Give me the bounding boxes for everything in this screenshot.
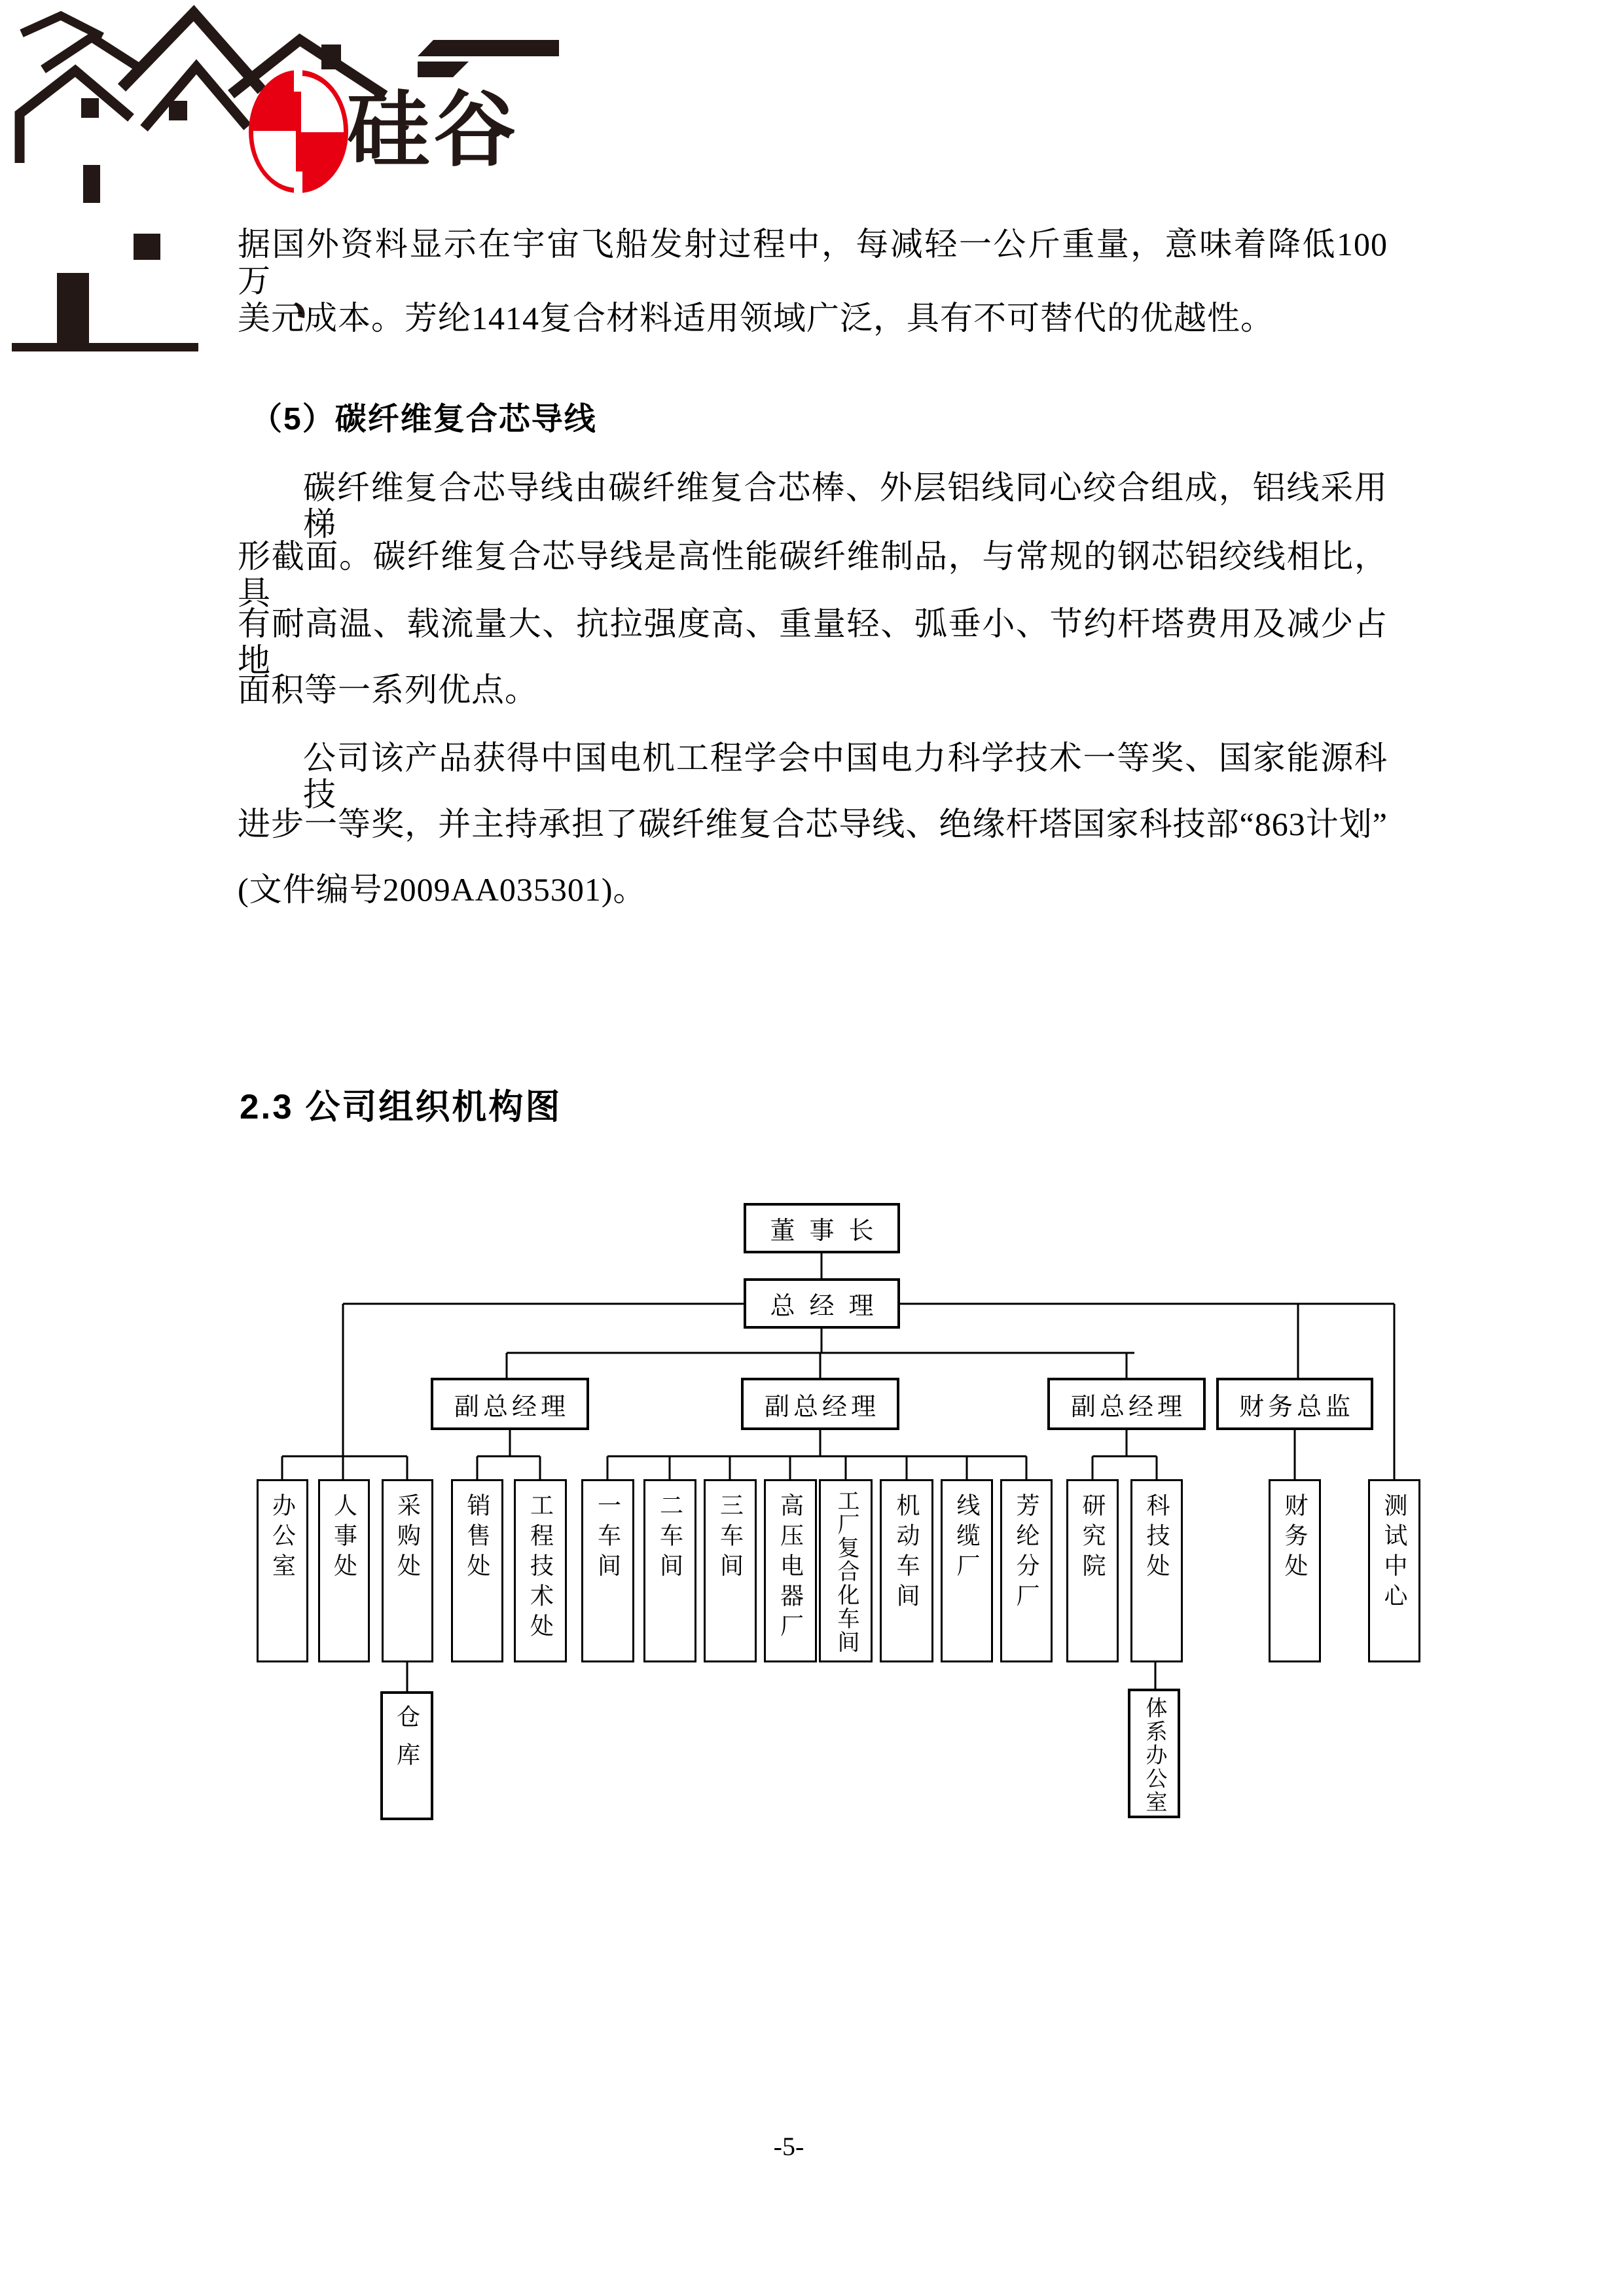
section-heading: 2.3 公司组织机构图 [240,1088,562,1126]
org-node-dept-15 [1269,1479,1321,1662]
org-node-general-manager [744,1278,900,1329]
body-line: 有耐高温、载流量大、抗拉强度高、重量轻、弧垂小、节约杆塔费用及减少占地 [238,605,1388,679]
org-node-label: 工程技术处 [527,1493,554,1643]
body-line: (文件编号2009AA035301)。 [238,871,647,908]
org-node-dept-12 [1000,1479,1053,1662]
org-node-dept-9 [819,1479,873,1662]
org-node-label: 副总经理 [764,1393,880,1421]
org-node-dept-11 [941,1479,993,1662]
body-line: 形截面。碳纤维复合芯导线是高性能碳纤维制品，与常规的钢芯铝绞线相比，具 [238,538,1388,611]
org-node-label: 财务总监 [1238,1393,1354,1421]
org-node-label: 二车间 [657,1493,683,1583]
org-node-dept-2 [382,1479,433,1662]
org-node-deputy-gm-1 [431,1378,589,1430]
page-number: -5- [773,2132,804,2161]
org-node-dept-8 [764,1479,817,1662]
org-node-label: 科技处 [1144,1493,1170,1583]
org-node-label: 一车间 [594,1493,621,1583]
org-node-label: 三车间 [717,1493,744,1583]
item-heading: （5）碳纤维复合芯导线 [251,402,597,437]
body-line: 美元成本。芳纶1414复合材料适用领域广泛，具有不可替代的优越性。 [238,300,1274,336]
org-node-dept-6 [643,1479,696,1662]
org-node-dept-10 [880,1479,933,1662]
brand-text: 硅谷 [347,84,520,176]
org-node-label: 销售处 [464,1493,490,1583]
org-node-label: 高压电器厂 [777,1493,804,1643]
org-node-label: 研究院 [1079,1493,1106,1583]
org-node-dept-14 [1130,1479,1183,1662]
org-node-label: 总经理 [770,1293,888,1320]
org-node-label: 线缆厂 [954,1493,980,1583]
org-node-label: 人事处 [331,1493,357,1583]
org-node-label: 仓库 [393,1704,420,1780]
org-node-label: 体系办公室 [1142,1696,1166,1814]
org-node-dept-0 [257,1479,308,1662]
org-node-system-office [1128,1689,1180,1818]
org-node-dept-4 [514,1479,567,1662]
org-node-label: 副总经理 [1070,1393,1186,1421]
org-node-dept-7 [704,1479,757,1662]
org-node-label: 办公室 [269,1493,296,1583]
body-line: 进步一等奖，并主持承担了碳纤维复合芯导线、绝缘杆塔国家科技部“863计划” [238,806,1388,842]
org-node-dept-3 [451,1479,503,1662]
org-node-finance-director [1216,1378,1373,1430]
org-node-label: 财务处 [1282,1493,1308,1583]
body-line: 据国外资料显示在宇宙飞船发射过程中，每减轻一公斤重量，意味着降低100万 [238,226,1388,299]
org-node-deputy-gm-2 [741,1378,899,1430]
org-node-label: 机动车间 [893,1493,920,1613]
body-line: 面积等一系列优点。 [238,672,538,708]
body-line: 公司该产品获得中国电机工程学会中国电力科学技术一等奖、国家能源科技 [303,740,1388,813]
org-node-warehouse [380,1691,433,1820]
org-node-label: 董事长 [770,1217,888,1245]
org-node-dept-1 [318,1479,370,1662]
org-node-deputy-gm-3 [1047,1378,1206,1430]
org-node-label: 工厂复合化车间 [834,1489,858,1654]
org-node-dept-5 [581,1479,634,1662]
org-node-label: 采购处 [394,1493,421,1583]
org-node-dept-13 [1066,1479,1119,1662]
org-node-label: 芳纶分厂 [1013,1493,1039,1613]
org-node-chairman [744,1203,900,1253]
body-line: 碳纤维复合芯导线由碳纤维复合芯棒、外层铝线同心绞合组成，铝线采用梯 [303,469,1388,543]
org-node-dept-16 [1368,1479,1420,1662]
org-node-label: 测试中心 [1381,1493,1407,1613]
org-node-label: 副总经理 [454,1393,569,1421]
